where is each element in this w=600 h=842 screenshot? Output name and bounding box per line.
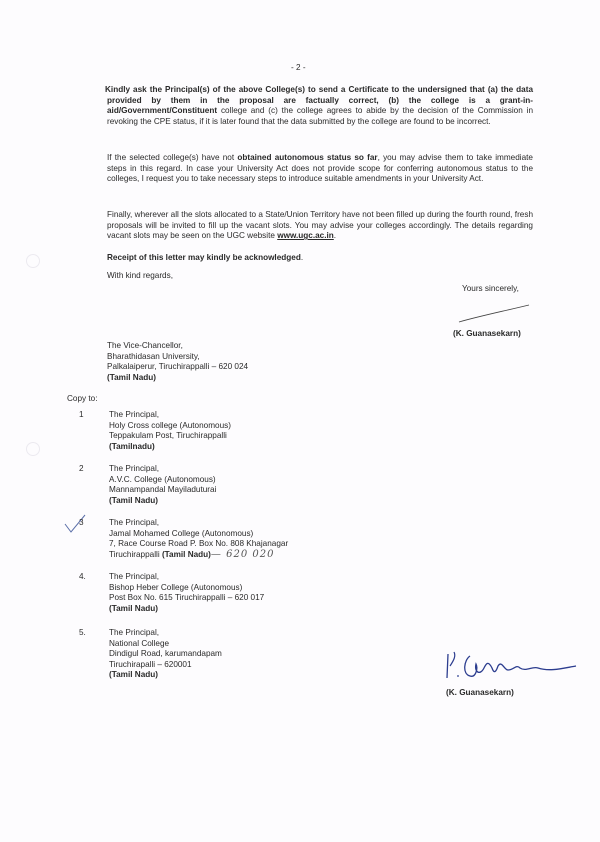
copy-state: (Tamil Nadu) [109, 670, 158, 680]
copy-number: 2 [79, 464, 84, 473]
paragraph-certificate-bold: Kindly ask the Principal(s) of the above College(s) to send a Certificate to the undersigned that (a) the data provided by them in the proposal are factually correct, (b) the college is a grant-in-aid/Government/Constituent [105, 85, 533, 116]
copy-line: Post Box No. 615 Tiruchirappalli – 620 017 [109, 593, 265, 603]
handwritten-pincode: — 620 020 [210, 548, 275, 560]
copy-state: (Tamil Nadu) [161, 549, 211, 559]
receipt-period: . [300, 253, 304, 262]
signatory-name-bottom: (K. Guanasekarn) [446, 688, 514, 697]
copy-line: The Principal, [109, 572, 160, 581]
addressee-line: Palkalaiperur, Tiruchirappalli – 620 024 [107, 362, 249, 372]
addressee-line: Bharathidasan University, [107, 351, 200, 361]
copy-line: Tiruchirapalli – 620001 [109, 659, 192, 669]
copy-number: 1 [79, 410, 84, 419]
paragraph-autonomous-bold: obtained autonomous status so far [237, 153, 378, 162]
signature-image [440, 646, 580, 686]
copy-number: 3 [79, 518, 84, 527]
copy-line: Holy Cross college (Autonomous) [109, 420, 231, 430]
ugc-website-link[interactable]: www.ugc.ac.in [277, 231, 334, 241]
copy-line: Dindigul Road, karumandapam [109, 649, 222, 659]
copy-line: The Principal, [109, 518, 160, 527]
copy-city: Tiruchirappalli [109, 549, 162, 559]
yours-sincerely: Yours sincerely, [462, 284, 519, 293]
copy-line: The Principal, [109, 628, 160, 637]
copy-line: The Principal, [109, 464, 160, 473]
regards: With kind regards, [107, 271, 173, 280]
addressee-line: The Vice-Chancellor, [107, 341, 183, 350]
paragraph-autonomous [107, 153, 533, 185]
copy-state: (Tamilnadu) [109, 441, 155, 451]
paragraph-vacant-pre: Finally, wherever all the slots allocated to a State/Union Territory have not been filled up during the fourth round, fresh proposals will be invited to fill up the vacant slots. You may advise your colleges accordingly. The details regarding vacant slots may be seen on the UGC website [107, 210, 533, 241]
receipt-line [107, 253, 303, 264]
page-number: - 2 - [291, 63, 306, 72]
copy-number: 5. [79, 628, 86, 637]
copy-line: National College [109, 638, 170, 648]
paragraph-certificate-rest: college and (c) the college agrees to abide by the decision of the Commission in revoking the CPE status, if it is later found that the data submitted by the college are found to be incorrect. [107, 106, 533, 126]
copy-line: 7, Race Course Road P. Box No. 808 Khajanagar [109, 539, 289, 549]
paragraph-certificate [107, 85, 533, 127]
copy-state: (Tamil Nadu) [109, 495, 158, 505]
copy-line: Teppakulam Post, Tiruchirappalli [109, 431, 227, 441]
check-mark-icon [62, 512, 88, 536]
copy-line: A.V.C. College (Autonomous) [109, 474, 216, 484]
copy-line: Bishop Heber College (Autonomous) [109, 582, 243, 592]
addressee-state: (Tamil Nadu) [107, 372, 156, 382]
copy-line [109, 550, 288, 561]
signatory-name: (K. Guanasekarn) [453, 329, 521, 338]
paragraph-vacant-post: . [333, 231, 337, 241]
copy-number: 4. [79, 572, 86, 581]
signature-stroke [455, 302, 535, 328]
paragraph-autonomous-post: , you may advise them to take immediate steps in this regard. In case your University Act does not provide scope for conferring autonomous status to the colleges, I request you to take necessary steps to introduce suitable amendments in your University Act. [107, 153, 533, 184]
punch-hole [26, 442, 40, 456]
copy-state: (Tamil Nadu) [109, 603, 158, 613]
punch-hole [26, 254, 40, 268]
copy-line: Mannampandal Mayiladuturai [109, 485, 217, 495]
paragraph-autonomous-pre: If the selected college(s) have not [107, 153, 238, 162]
copy-line: The Principal, [109, 410, 160, 419]
receipt-text: Receipt of this letter may kindly be acknowledged [107, 253, 301, 262]
copy-to-label: Copy to: [67, 394, 98, 403]
paragraph-vacant-slots [107, 210, 533, 242]
copy-line: Jamal Mohamed College (Autonomous) [109, 528, 254, 538]
addressee-block [107, 341, 248, 383]
